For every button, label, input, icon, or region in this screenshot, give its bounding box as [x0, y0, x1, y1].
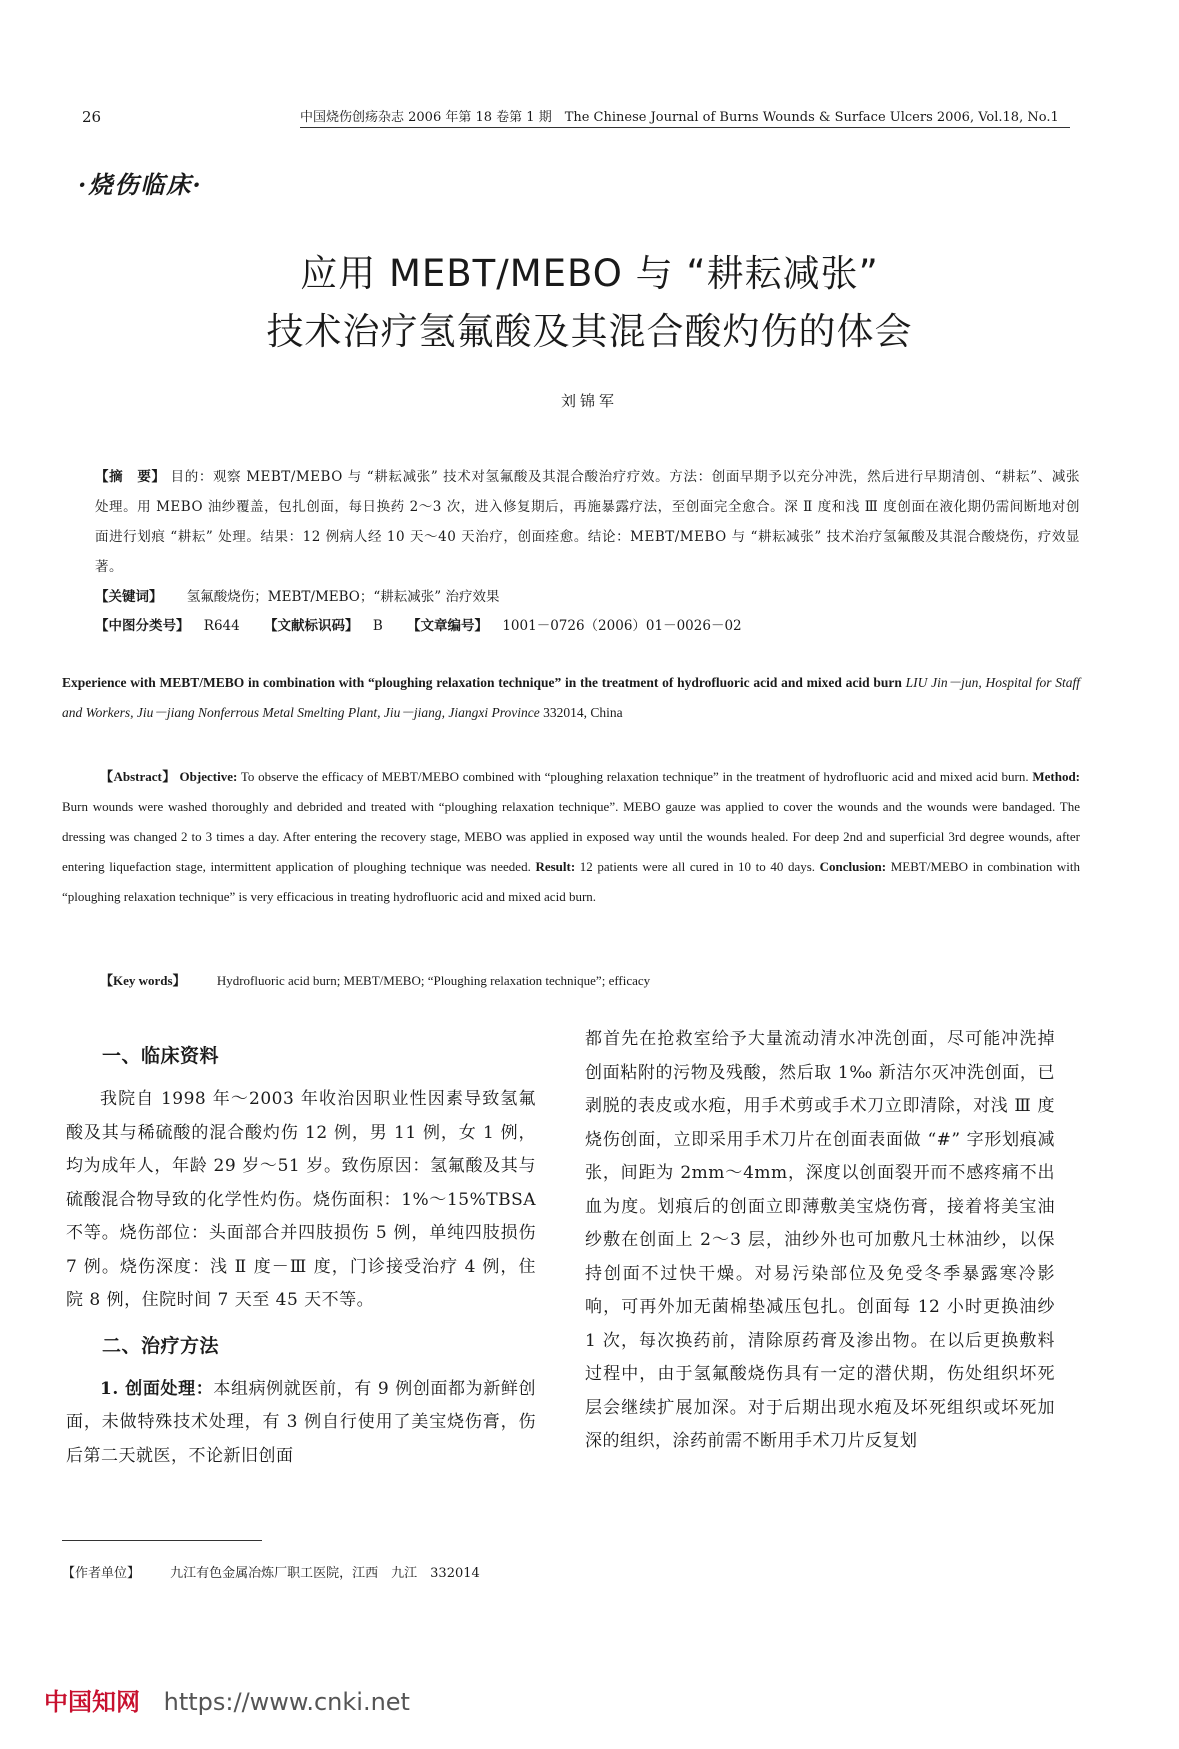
chinese-abstract	[95, 462, 1080, 582]
article-title	[0, 245, 1179, 361]
paragraph-wound-treatment-text: 本组病例就医前，有 9 例创面都为新鲜创面，未做特殊技术处理，有 3 例自行使用了美宝烧伤膏，伤后第二天就医，不论新旧创面	[66, 1378, 536, 1466]
clc-value: R644	[203, 618, 240, 634]
english-keywords-text: Hydrofluoric acid burn; MEBT/MEBO; “Ploughing relaxation technique”; efficacy	[216, 973, 651, 988]
english-keywords	[100, 970, 1080, 989]
english-author-affiliation: LIU Jin－jun, Hospital for Staff and Workers, Jiu－jiang Nonferrous Metal Smelting Plant, Jiu－jiang, Jiangxi Province	[62, 675, 1081, 720]
english-abstract-label: 【Abstract】	[100, 769, 176, 784]
english-abstract	[62, 762, 1080, 912]
english-keywords-label: 【Key words】	[100, 973, 186, 988]
header-rule	[300, 127, 1070, 128]
method-label: Method:	[1032, 769, 1081, 784]
author: 刘锦军	[560, 392, 618, 410]
paragraph-wound-treatment	[66, 1373, 536, 1474]
conclusion-text: MEBT/MEBO in combination with “ploughing relaxation technique” is very efficacious in treating hydrofluoric acid and mixed acid burn.	[62, 859, 1081, 904]
section-heading-treatment: 二、治疗方法	[102, 1334, 220, 1357]
title-line-1: 应用 MEBT/MEBO 与 “耕耘减张”	[300, 252, 879, 295]
objective-label: Objective:	[179, 769, 238, 784]
doc-code-label: 【文献标识码】	[264, 618, 359, 634]
running-header: 中国烧伤创疡杂志 2006 年第 18 卷第 1 期 The Chinese Journal of Burns Wounds & Surface Ulcers 2006, Vol.18, No.1	[300, 110, 1059, 125]
paragraph-clinical-data: 我院自 1998 年～2003 年收治因职业性因素导致氢氟酸及其与稀硫酸的混合酸灼伤 12 例，男 11 例，女 1 例，均为成年人，年龄 29 岁～51 岁。致伤原因：氢氟酸及其与硫酸混合物导致的化学性灼伤。烧伤面积：1%～15%TBSA 不等。烧伤部位：头面部合并四肢损伤 5 例，单纯四肢损伤 7 例。烧伤深度：浅 Ⅱ 度－Ⅲ 度，门诊接受治疗 4 例，住院 8 例，住院时间 7 天至 45 天不等。	[66, 1089, 536, 1310]
cnki-logo: 中国知网	[44, 1688, 140, 1716]
footnote-text: 九江有色金属冶炼厂职工医院，江西 九江 332014	[170, 1566, 480, 1581]
body-column-left	[66, 1040, 536, 1485]
section-label: ·烧伤临床·	[78, 170, 203, 199]
clc-label: 【中图分类号】	[95, 618, 190, 634]
cnki-url[interactable]: https://www.cnki.net	[163, 1688, 410, 1716]
abstract-text: 目的：观察 MEBT/MEBO 与 “耕耘减张” 技术对氢氟酸及其混合酸治疗疗效。方法：创面早期予以充分冲洗，然后进行早期清创、“耕耘”、减张处理。用 MEBO 油纱覆盖，包扎创面，每日换药 2～3 次，进入修复期后，再施暴露疗法，至创面完全愈合。深 Ⅱ 度和浅 Ⅲ 度创面在液化期仍需间断地对创面进行划痕 “耕耘” 处理。结果：12 例病人经 10 天～40 天治疗，创面痊愈。结论：MEBT/MEBO 与 “耕耘减张” 技术治疗氢氟酸及其混合酸烧伤，疗效显著。	[95, 469, 1081, 575]
abstract-label: 【摘 要】	[95, 469, 166, 485]
chinese-keywords	[95, 585, 1080, 605]
doc-code-value: B	[372, 618, 383, 634]
body-column-right	[585, 1023, 1055, 1471]
classification-line	[95, 614, 1080, 634]
keywords-text: 氢氟酸烧伤；MEBT/MEBO；“耕耘减张” 治疗效果	[186, 589, 500, 605]
english-title	[62, 668, 1080, 728]
result-text: 12 patients were all cured in 10 to 40 days.	[579, 859, 816, 874]
english-title-text: Experience with MEBT/MEBO in combination with “ploughing relaxation technique” in the treatment of hydrofluoric acid and mixed acid burn	[62, 675, 902, 690]
article-no-value: 1001－0726（2006）01－0026－02	[502, 618, 742, 634]
subsection-label: 1. 创面处理：	[100, 1378, 214, 1399]
author-affiliation-footnote	[62, 1562, 480, 1581]
english-postcode: 332014, China	[543, 705, 623, 720]
conclusion-label: Conclusion:	[819, 859, 887, 874]
page-number: 26	[82, 108, 102, 126]
result-label: Result:	[535, 859, 576, 874]
method-text: Burn wounds were washed thoroughly and debrided and treated with “ploughing relaxation technique”. MEBO gauze was applied to cover the wounds and the wounds were bandaged. The dressing was changed 2 to 3 times a day. After entering the recovery stage, MEBO was applied in exposed way until the wounds healed. For deep 2nd and superficial 3rd degree wounds, after entering liquefaction stage, intermittent application of ploughing technique was needed.	[62, 799, 1080, 874]
footnote-label: 【作者单位】	[62, 1566, 141, 1581]
cnki-watermark	[44, 1682, 410, 1717]
paragraph-wound-treatment-continued: 都首先在抢救室给予大量流动清水冲洗创面，尽可能冲洗掉创面粘附的污物及残酸，然后取 1‰ 新洁尔灭冲洗创面，已剥脱的表皮或水疱，用手术剪或手术刀立即清除，对浅 Ⅲ 度烧伤创面，立即采用手术刀片在创面表面做 “#” 字形划痕减张，间距为 2mm～4mm，深度以创面裂开而不感疼痛不出血为度。划痕后的创面立即薄敷美宝烧伤膏，接着将美宝油纱敷在创面上 2～3 层，油纱外也可加敷凡士林油纱，以保持创面不过快干燥。对易污染部位及免受冬季暴露寒冷影响，可再外加无菌棉垫减压包扎。创面每 12 小时更换油纱 1 次，每次换药前，清除原药膏及渗出物。在以后更换敷料过程中，由于氢氟酸烧伤具有一定的潜伏期，伤处组织坏死层会继续扩展加深。对于后期出现水疱及坏死组织或坏死加深的组织，涂药前需不断用手术刀片反复划	[585, 1029, 1055, 1451]
section-heading-clinical-data: 一、临床资料	[102, 1045, 220, 1067]
objective-text: To observe the efficacy of MEBT/MEBO combined with “ploughing relaxation technique” in the treatment of hydrofluoric acid and mixed acid burn.	[240, 769, 1029, 784]
footnote-rule	[62, 1540, 262, 1541]
article-no-label: 【文章编号】	[407, 618, 489, 634]
title-line-2: 技术治疗氢氟酸及其混合酸灼伤的体会	[266, 310, 913, 353]
keywords-label: 【关键词】	[95, 589, 163, 605]
